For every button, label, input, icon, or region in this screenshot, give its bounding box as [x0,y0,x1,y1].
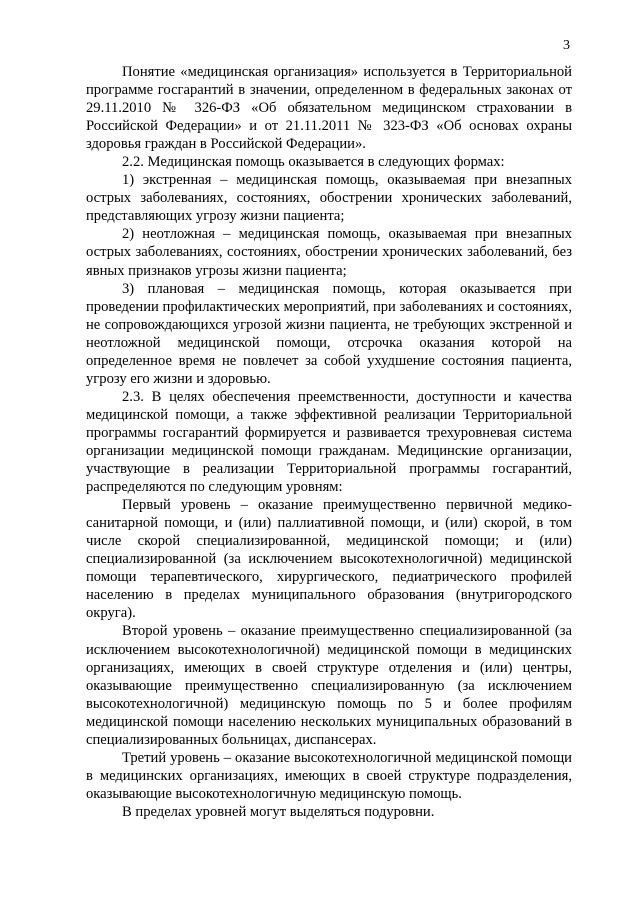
paragraph-medical-organization-definition: Понятие «медицинская организация» используется в Территориальной программе госгарантий в значении, определенном в федеральных законах от 29.11.2010 № 326-ФЗ «Об обязательном медицинском страховании в Российской Федерации» и от 21.11.2011 № 323-ФЗ «Об основах охраны здоровья граждан в Российской Федерации». [86,64,572,153]
paragraph-sublevels: В пределах уровней могут выделяться подуровни. [122,803,435,820]
page-number: 3 [563,38,570,53]
paragraph-emergency-care: 1) экстренная – медицинская помощь, оказываемая при внезапных острых заболеваниях, состояниях, обострении хронических заболеваний, представляющих угрозу жизни пациента; [86,172,572,225]
document-body [86,63,572,821]
paragraph-urgent-care: 2) неотложная – медицинская помощь, оказываемая при внезапных острых заболеваниях, состояниях, обострении хронических заболеваний, без явных признаков угрозы жизни пациента; [86,226,572,279]
paragraph-third-level: Третий уровень – оказание высокотехнологичной медицинской помощи в медицинских организациях, имеющих в своей структуре подразделения, оказывающие высокотехнологичную медицинскую помощь. [86,749,572,802]
paragraph-forms-of-care-heading: 2.2. Медицинская помощь оказывается в следующих формах: [122,154,505,171]
paragraph-first-level: Первый уровень – оказание преимущественно первичной медико-санитарной помощи, и (или) паллиативной помощи, и (или) скорой, в том числе скорой специализированной, медицинской помощи; и (или) специализированной (за исключением высокотехнологичной) медицинской помощи терапевтического, хирургического, педиатрического профилей населению в пределах муниципального образования (внутригородского округа). [86,497,572,622]
paragraph-three-level-system: 2.3. В целях обеспечения преемственности, доступности и качества медицинской помощи, а также эффективной реализации Территориальной программы госгарантий формируется и развивается трехуровневая система организации медицинской помощи гражданам. Медицинские организации, участвующие в реализации Территориальной программы госгарантий, распределяются по следующим уровням: [86,388,572,496]
paragraph-second-level: Второй уровень – оказание преимущественно специализированной (за исключением высокотехнологичной) медицинской помощи в медицинских организациях, имеющих в своей структуре отделения и (или) центры, оказывающие преимущественно специализированную (за исключением высокотехнологичной) медицинскую помощь по 5 и более профилям медицинской помощи населению нескольких муниципальных образований в специализированных больницах, диспансерах. [86,623,572,748]
paragraph-planned-care: 3) плановая – медицинская помощь, которая оказывается при проведении профилактических мероприятий, при заболеваниях и состояниях, не сопровождающихся угрозой жизни пациента, не требующих экстренной и неотложной медицинской помощи, отсрочка оказания которой на определенное время не повлечет за собой ухудшение состояния пациента, угрозу его жизни и здоровью. [86,280,572,387]
